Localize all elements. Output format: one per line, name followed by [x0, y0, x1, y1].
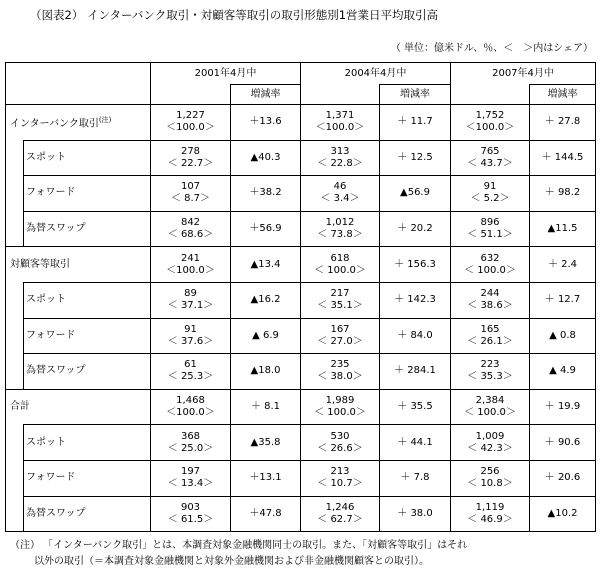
- share-value: ＜ 38.6＞: [467, 300, 513, 312]
- header-blank: [451, 85, 530, 105]
- change-rate: ＋ 144.5: [530, 140, 596, 176]
- row-label: スポット: [24, 140, 151, 176]
- volume-value: 530: [330, 430, 350, 442]
- header-blank: [151, 85, 231, 105]
- volume-value: 1,009: [475, 430, 505, 442]
- value-cell: [301, 425, 380, 461]
- change-header: 増減率: [530, 85, 596, 105]
- change-rate: ＋ 7.8: [380, 460, 451, 496]
- volume-value: 165: [480, 323, 500, 335]
- header-blank: [301, 85, 380, 105]
- change-rate: ＋ 2.4: [530, 247, 596, 283]
- indent-spacer: [6, 496, 24, 532]
- indent-spacer: [6, 425, 24, 461]
- change-rate: ▲ 0.8: [530, 318, 596, 354]
- value-cell: [451, 140, 530, 176]
- value-cell: [301, 354, 380, 390]
- change-rate: ▲11.5: [530, 211, 596, 247]
- header-row-periods: [6, 63, 596, 85]
- value-cell: [151, 282, 231, 318]
- page-title: （図表2） インターバンク取引・対顧客等取引の取引形態別1営業日平均取引高: [30, 8, 439, 22]
- period-header: 2007年4月中: [451, 63, 596, 85]
- volume-value: 244: [480, 288, 500, 300]
- share-value: ＜ 43.7＞: [467, 157, 513, 169]
- change-rate: ▲56.9: [380, 176, 451, 212]
- row-label: 為替スワップ: [24, 211, 151, 247]
- row-label: スポット: [24, 425, 151, 461]
- change-header: 増減率: [380, 85, 451, 105]
- share-value: ＜ 100.0＞: [464, 407, 516, 419]
- value-cell: [151, 496, 231, 532]
- value-cell: [151, 105, 231, 141]
- change-rate: ＋13.1: [231, 460, 301, 496]
- value-cell: [451, 282, 530, 318]
- value-cell: [301, 140, 380, 176]
- change-rate: ＋ 142.3: [380, 282, 451, 318]
- volume-value: 256: [480, 466, 500, 478]
- value-cell: [301, 247, 380, 283]
- volume-value: 896: [480, 217, 500, 229]
- row-label: スポット: [24, 282, 151, 318]
- volume-value: 223: [480, 359, 500, 371]
- row-label: [6, 105, 151, 141]
- change-rate: ＋13.6: [231, 105, 301, 141]
- change-rate: ＋ 90.6: [530, 425, 596, 461]
- value-cell: [451, 211, 530, 247]
- value-cell: [151, 460, 231, 496]
- indent-spacer: [6, 140, 24, 176]
- share-value: ＜100.0＞: [315, 122, 365, 134]
- value-cell: [451, 425, 530, 461]
- table-row: [6, 496, 596, 532]
- volume-value: 842: [180, 217, 201, 229]
- share-value: ＜ 61.5＞: [167, 513, 214, 525]
- indent-spacer: [6, 176, 24, 212]
- value-cell: [151, 140, 231, 176]
- volume-value: 1,989: [325, 395, 355, 407]
- row-label: 為替スワップ: [24, 496, 151, 532]
- value-cell: [451, 105, 530, 141]
- row-label: フォワード: [24, 176, 151, 212]
- volume-value: 197: [180, 466, 201, 478]
- share-value: ＜ 10.7＞: [317, 478, 363, 490]
- table-row: [6, 140, 596, 176]
- value-cell: [451, 460, 530, 496]
- change-rate: ＋ 12.5: [380, 140, 451, 176]
- volume-value: 632: [480, 252, 500, 264]
- share-value: ＜ 38.0＞: [317, 371, 363, 383]
- change-rate: ▲10.2: [530, 496, 596, 532]
- volume-value: 235: [330, 359, 350, 371]
- share-value: ＜ 5.2＞: [470, 193, 510, 205]
- row-label: フォワード: [24, 318, 151, 354]
- change-rate: ＋ 19.9: [530, 389, 596, 425]
- volume-value: 618: [330, 252, 350, 264]
- value-cell: [151, 425, 231, 461]
- header-blank: [6, 63, 151, 85]
- change-rate: ▲13.4: [231, 247, 301, 283]
- change-rate: ▲35.8: [231, 425, 301, 461]
- table-row: [6, 354, 596, 390]
- change-header: 増減率: [231, 85, 301, 105]
- row-label-text: インターバンク取引: [10, 118, 99, 130]
- period-header: 2001年4月中: [151, 63, 301, 85]
- share-value: ＜ 62.7＞: [317, 513, 363, 525]
- share-value: ＜ 35.1＞: [317, 300, 363, 312]
- share-value: ＜ 100.0＞: [314, 407, 366, 419]
- change-rate: ＋56.9: [231, 211, 301, 247]
- change-rate: ＋ 156.3: [380, 247, 451, 283]
- volume-value: 1,119: [475, 501, 505, 513]
- row-label: 為替スワップ: [24, 354, 151, 390]
- row-label: フォワード: [24, 460, 151, 496]
- volume-table: [5, 62, 596, 532]
- value-cell: [151, 211, 231, 247]
- change-rate: ＋ 20.2: [380, 211, 451, 247]
- volume-value: 1,752: [475, 110, 505, 122]
- volume-value: 278: [180, 145, 201, 157]
- value-cell: [151, 389, 231, 425]
- share-value: ＜ 37.6＞: [167, 335, 214, 347]
- change-rate: ＋ 12.7: [530, 282, 596, 318]
- indent-spacer: [6, 318, 24, 354]
- share-value: ＜ 22.8＞: [317, 157, 363, 169]
- volume-value: 89: [184, 288, 197, 300]
- share-value: ＜100.0＞: [465, 122, 515, 134]
- value-cell: [301, 389, 380, 425]
- footnote-line-1: （注） 「インターバンク取引」とは、本調査対象金融機関同士の取引。また、「対顧客等取引」はそれ: [10, 540, 468, 551]
- change-rate: ＋ 8.1: [231, 389, 301, 425]
- share-value: ＜ 68.6＞: [167, 229, 214, 241]
- share-value: ＜ 10.8＞: [467, 478, 513, 490]
- value-cell: [301, 496, 380, 532]
- value-cell: [451, 354, 530, 390]
- volume-value: 1,371: [325, 110, 355, 122]
- row-label: [6, 389, 151, 425]
- value-cell: [301, 176, 380, 212]
- table-row: [6, 389, 596, 425]
- share-value: ＜100.0＞: [166, 122, 215, 134]
- share-value: ＜ 8.7＞: [170, 193, 211, 205]
- value-cell: [151, 318, 231, 354]
- table-row: [6, 176, 596, 212]
- share-value: ＜ 27.0＞: [317, 335, 363, 347]
- change-rate: ＋ 284.1: [380, 354, 451, 390]
- volume-value: 241: [180, 252, 201, 264]
- share-value: ＜ 100.0＞: [464, 264, 516, 276]
- volume-value: 61: [184, 359, 197, 371]
- volume-value: 213: [330, 466, 350, 478]
- change-rate: ＋ 38.0: [380, 496, 451, 532]
- volume-value: 1,012: [325, 217, 355, 229]
- share-value: ＜ 26.6＞: [317, 442, 363, 454]
- volume-value: 91: [184, 323, 197, 335]
- unit-note: （ 単位：億米ドル、％、＜ ＞内はシェア）: [390, 43, 593, 54]
- volume-value: 2,384: [475, 395, 505, 407]
- share-value: ＜ 13.4＞: [167, 478, 214, 490]
- change-rate: ＋ 35.5: [380, 389, 451, 425]
- volume-value: 167: [330, 323, 350, 335]
- value-cell: [451, 247, 530, 283]
- row-label-text: 対顧客等取引: [10, 258, 70, 270]
- share-value: ＜ 73.8＞: [317, 229, 363, 241]
- value-cell: [151, 247, 231, 283]
- indent-spacer: [6, 460, 24, 496]
- indent-spacer: [6, 354, 24, 390]
- share-value: ＜ 35.3＞: [467, 371, 513, 383]
- volume-value: 1,468: [176, 395, 205, 407]
- change-rate: ▲18.0: [231, 354, 301, 390]
- share-value: ＜ 46.9＞: [467, 513, 513, 525]
- change-rate: ▲16.2: [231, 282, 301, 318]
- volume-value: 313: [330, 145, 350, 157]
- change-rate: ＋ 11.7: [380, 105, 451, 141]
- share-value: ＜ 3.4＞: [320, 193, 360, 205]
- share-value: ＜ 25.3＞: [167, 371, 214, 383]
- change-rate: ＋38.2: [231, 176, 301, 212]
- value-cell: [451, 496, 530, 532]
- change-rate: ▲ 4.9: [530, 354, 596, 390]
- share-value: ＜ 25.0＞: [167, 442, 214, 454]
- value-cell: [301, 211, 380, 247]
- volume-value: 217: [330, 288, 350, 300]
- value-cell: [451, 389, 530, 425]
- value-cell: [151, 176, 231, 212]
- table-row: [6, 460, 596, 496]
- value-cell: [301, 105, 380, 141]
- volume-value: 1,227: [176, 110, 205, 122]
- value-cell: [301, 282, 380, 318]
- volume-value: 107: [180, 181, 201, 193]
- volume-value: 46: [333, 181, 347, 193]
- row-label: [6, 247, 151, 283]
- change-rate: ▲40.3: [231, 140, 301, 176]
- change-rate: ＋ 44.1: [380, 425, 451, 461]
- period-header: 2004年4月中: [301, 63, 451, 85]
- volume-value: 91: [483, 181, 497, 193]
- value-cell: [301, 460, 380, 496]
- change-rate: ＋ 84.0: [380, 318, 451, 354]
- table-row: [6, 282, 596, 318]
- footnote: [10, 538, 467, 570]
- header-row-change: [6, 85, 596, 105]
- share-value: ＜ 100.0＞: [314, 264, 366, 276]
- indent-spacer: [6, 211, 24, 247]
- change-rate: ▲ 6.9: [231, 318, 301, 354]
- share-value: ＜ 26.1＞: [467, 335, 513, 347]
- table-row: [6, 105, 596, 141]
- table-row: [6, 425, 596, 461]
- row-label-text: 合計: [10, 401, 30, 413]
- volume-value: 765: [480, 145, 500, 157]
- share-value: ＜ 42.3＞: [467, 442, 513, 454]
- value-cell: [451, 176, 530, 212]
- header-blank: [6, 85, 151, 105]
- table-row: [6, 318, 596, 354]
- value-cell: [451, 318, 530, 354]
- table-row: [6, 247, 596, 283]
- share-value: ＜ 22.7＞: [167, 157, 214, 169]
- share-value: ＜ 37.1＞: [167, 300, 214, 312]
- table-row: [6, 211, 596, 247]
- volume-value: 368: [180, 430, 201, 442]
- volume-value: 1,246: [325, 501, 355, 513]
- value-cell: [151, 354, 231, 390]
- note-mark: (注): [98, 116, 112, 125]
- change-rate: ＋ 20.6: [530, 460, 596, 496]
- change-rate: ＋ 27.8: [530, 105, 596, 141]
- change-rate: ＋ 98.2: [530, 176, 596, 212]
- footnote-line-2: 以外の取引（＝本調査対象金融機関と対象外金融機関および非金融機関顧客との取引）。: [34, 556, 429, 567]
- volume-value: 903: [180, 501, 201, 513]
- change-rate: ＋47.8: [231, 496, 301, 532]
- share-value: ＜ 51.1＞: [467, 229, 513, 241]
- indent-spacer: [6, 282, 24, 318]
- value-cell: [301, 318, 380, 354]
- share-value: ＜100.0＞: [166, 407, 215, 419]
- share-value: ＜100.0＞: [166, 264, 215, 276]
